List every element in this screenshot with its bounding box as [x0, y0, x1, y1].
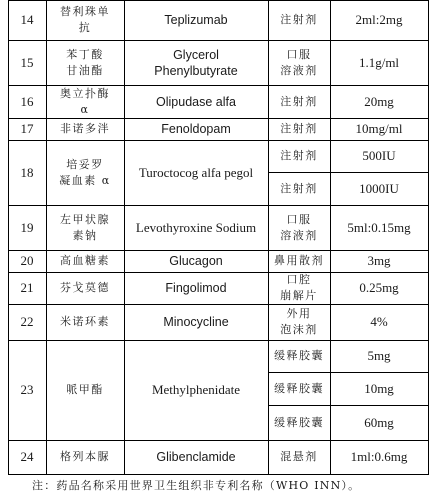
drug-name-cn: 非诺多泮	[60, 122, 110, 135]
dosage-form: 缓释胶囊	[274, 415, 324, 429]
drug-name-cn-line: 甘油酯	[66, 63, 104, 77]
dosage-form: 注射剂	[280, 181, 318, 195]
dosage-form-line: 溶液剂	[280, 228, 318, 242]
dosage-form-line: 口服	[286, 212, 312, 226]
dosage-form: 鼻用散剂	[274, 254, 324, 267]
specification: 20mg	[364, 93, 394, 109]
row-line	[8, 474, 429, 475]
row-number: 20	[20, 253, 34, 268]
drug-name-en: Turoctocog alfa pegol	[138, 164, 254, 180]
row-number: 14	[20, 12, 34, 27]
specification: 10mg	[364, 380, 394, 396]
drug-name-cn	[46, 205, 124, 250]
drug-name-cn-line: 凝血素 α	[59, 173, 111, 187]
drug-name-en	[124, 40, 268, 85]
drug-name-en: Teplizumab	[164, 13, 228, 27]
drug-name-en: Methylphenidate	[151, 382, 241, 397]
dosage-form	[268, 40, 330, 85]
dosage-form-line: 口腔	[286, 273, 312, 286]
dosage-form: 缓释胶囊	[274, 349, 324, 362]
dosage-form: 缓释胶囊	[274, 381, 324, 395]
drug-name-en: Glucagon	[169, 254, 223, 268]
row-number: 19	[20, 219, 34, 235]
drug-name-cn	[46, 85, 124, 118]
drug-name-en: Olipudase alfa	[156, 94, 236, 109]
drug-name-cn	[46, 140, 124, 205]
dosage-form-line: 外用	[286, 307, 312, 320]
row-number: 24	[20, 449, 34, 464]
row-number: 22	[20, 314, 34, 329]
dosage-form-line: 口服	[286, 47, 312, 61]
drug-name-cn-line: 左甲状腺	[60, 212, 110, 226]
row-number: 21	[20, 280, 34, 295]
drug-name-cn-line: 培妥罗	[66, 157, 104, 171]
drug-name-cn: 格列本脲	[60, 450, 110, 463]
specification: 5mg	[367, 348, 391, 363]
drug-name-cn	[46, 0, 124, 40]
drug-name-cn-line: 素钠	[72, 228, 98, 242]
row-number: 17	[20, 121, 34, 136]
specification: 3mg	[367, 253, 391, 268]
specification: 4%	[370, 314, 388, 329]
specification: 5ml:0.15mg	[347, 219, 411, 235]
specification: 2ml:2mg	[355, 12, 403, 27]
row-number: 18	[20, 164, 34, 180]
drug-name-cn-line: 替利珠单	[60, 5, 110, 18]
drug-name-en: Levothyroxine Sodium	[135, 219, 257, 235]
drug-name-cn-line: 奥立扑酶	[60, 86, 110, 100]
drug-name-cn: 芬戈莫德	[60, 281, 110, 294]
dosage-form: 混悬剂	[280, 450, 318, 463]
footnote: 注：药品名称采用世界卫生组织非专利名称（WHO INN）。	[32, 479, 361, 492]
drug-name-en-line: Glycerol	[173, 47, 219, 62]
specification: 1000IU	[359, 180, 399, 196]
row-number: 23	[20, 382, 34, 397]
drug-name-cn-line: α	[80, 102, 90, 116]
drug-name-cn	[46, 40, 124, 85]
row-number: 16	[20, 93, 34, 109]
dosage-form	[268, 304, 330, 340]
row-number: 15	[20, 54, 34, 70]
specification: 500IU	[362, 148, 396, 163]
dosage-form: 注射剂	[280, 94, 318, 108]
dosage-form-line: 溶液剂	[280, 63, 318, 77]
dosage-form: 注射剂	[280, 13, 318, 26]
specification: 1ml:0.6mg	[350, 449, 408, 464]
drug-name-en-line: Phenylbutyrate	[154, 63, 238, 78]
drug-name-en: Fenoldopam	[161, 122, 231, 136]
specification: 0.25mg	[359, 280, 399, 295]
drug-name-cn-line: 苯丁酸	[66, 47, 104, 61]
dosage-form	[268, 272, 330, 304]
dosage-form: 注射剂	[280, 122, 318, 135]
col-line	[428, 0, 429, 475]
dosage-form-line: 泡沫剂	[280, 323, 318, 336]
drug-name-cn: 米诺环素	[60, 315, 110, 328]
drug-name-cn: 哌甲酯	[66, 383, 104, 396]
drug-name-cn-line: 抗	[78, 21, 92, 34]
drug-name-en: Fingolimod	[165, 281, 227, 295]
specification: 10mg/ml	[355, 121, 403, 136]
dosage-form	[268, 205, 330, 250]
drug-name-en: Glibenclamide	[156, 450, 236, 464]
drug-name-cn: 高血糖素	[60, 254, 110, 267]
dosage-form-line: 崩解片	[280, 289, 318, 302]
drug-name-en: Minocycline	[163, 315, 229, 329]
dosage-form: 注射剂	[280, 149, 318, 162]
specification: 60mg	[364, 414, 394, 430]
specification: 1.1g/ml	[358, 54, 400, 70]
